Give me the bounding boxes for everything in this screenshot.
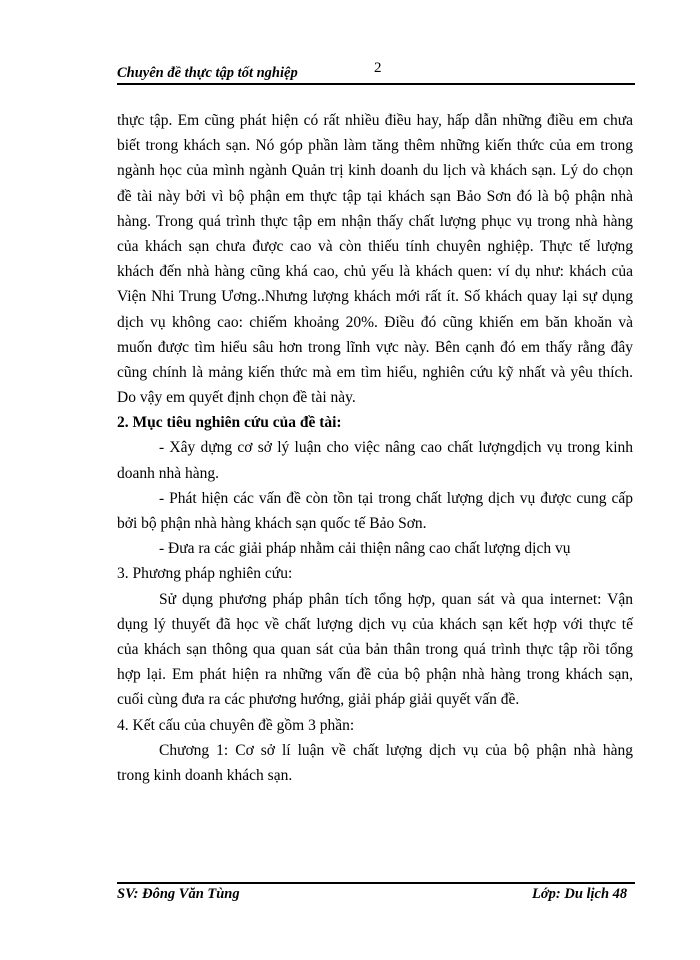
list-item: - Đưa ra các giải pháp nhằm cải thiện nâng cao chất lượng dịch vụ (159, 540, 571, 558)
text-line: khách đến nhà hàng cũng khá cao, chủ yếu là khách quen: ví dụ như: khách của (117, 263, 633, 281)
text-line: thực tập. Em cũng phát hiện có rất nhiều điều hay, hấp dẫn những điều em chưa (117, 112, 633, 129)
text-line: dụng lý thuyết đã học về chất lượng dịch vụ của khách sạn kết hợp với thực tế (117, 615, 633, 633)
text-line: doanh nhà hàng. (117, 464, 220, 482)
text-line: ngành học của mình ngành Quản trị kinh doanh du lịch và khách sạn. Lý do chọn (117, 162, 633, 180)
text-line: Chương 1: Cơ sở lí luận về chất lượng dịch vụ của bộ phận nhà hàng (159, 741, 633, 759)
document-body (117, 108, 633, 788)
text-line: của khách sạn thông qua quan sát của bản thân trong quá trình thực tập rồi tổng (117, 640, 633, 658)
text-line: của khách sạn chưa được cao và còn thiếu tính chuyên nghiệp. Thực tế lượng (117, 237, 633, 255)
header-divider (117, 83, 635, 85)
document-title: Chuyên đề thực tập tốt nghiệp (117, 65, 298, 81)
text-line: Viện Nhi Trung Ương..Nhưng lượng khách mới rất ít. Số khách quay lại sự dụng (117, 288, 633, 306)
text-line: cũng chính là mảng kiến thức mà em tìm hiểu, nghiên cứu kỹ nhất và yêu thích. (117, 363, 633, 381)
text-line: muốn được tìm hiểu sâu hơn trong lĩnh vực này. Bên cạnh đó em thấy rằng đây (117, 338, 633, 356)
text-line: Sử dụng phương pháp phân tích tổng hợp, quan sát và qua internet: Vận (159, 590, 633, 608)
text-line: cuối cùng đưa ra các phương hướng, giải pháp giải quyết vấn đề. (117, 691, 520, 709)
text-line: hợp lại. Em phát hiện ra những vấn đề của bộ phận nhà hàng trong khách sạn, (117, 666, 633, 684)
text-line: trong kinh doanh khách sạn. (117, 766, 293, 784)
section-heading: 4. Kết cấu của chuyên đề gồm 3 phần: (117, 716, 355, 734)
footer-divider (117, 882, 635, 884)
section-heading: 2. Mục tiêu nghiên cứu của đề tài: (117, 414, 342, 432)
list-item: - Phát hiện các vấn đề còn tồn tại trong chất lượng dịch vụ được cung cấp (159, 489, 633, 507)
text-line: đề tài này bởi vì bộ phận em thực tập tại khách sạn Bảo Sơn đó là bộ phận nhà (117, 187, 633, 205)
footer-class: Lớp: Du lịch 48 (532, 886, 628, 902)
section-heading: 3. Phương pháp nghiên cứu: (117, 565, 293, 583)
page-header (117, 60, 635, 84)
text-line: Do vậy em quyết định chọn đề tài này. (117, 389, 356, 407)
page-number: 2 (374, 60, 382, 76)
text-line: biết trong khách sạn. Nó góp phần làm tăng thêm những kiến thức của em trong (117, 137, 633, 155)
text-line: bởi bộ phận nhà hàng khách sạn quốc tế Bảo Sơn. (117, 515, 427, 532)
text-line: hàng. Trong quá trình thực tập em nhận thấy chất lượng phục vụ trong nhà hàng (117, 212, 633, 230)
footer-student: SV: Đông Văn Tùng (117, 886, 240, 902)
text-line: dịch vụ không cao: chiếm khoảng 20%. Điều đó cũng khiến em băn khoăn và (117, 313, 633, 331)
list-item: - Xây dựng cơ sở lý luận cho việc nâng cao chất lượngdịch vụ trong kinh (159, 439, 633, 457)
